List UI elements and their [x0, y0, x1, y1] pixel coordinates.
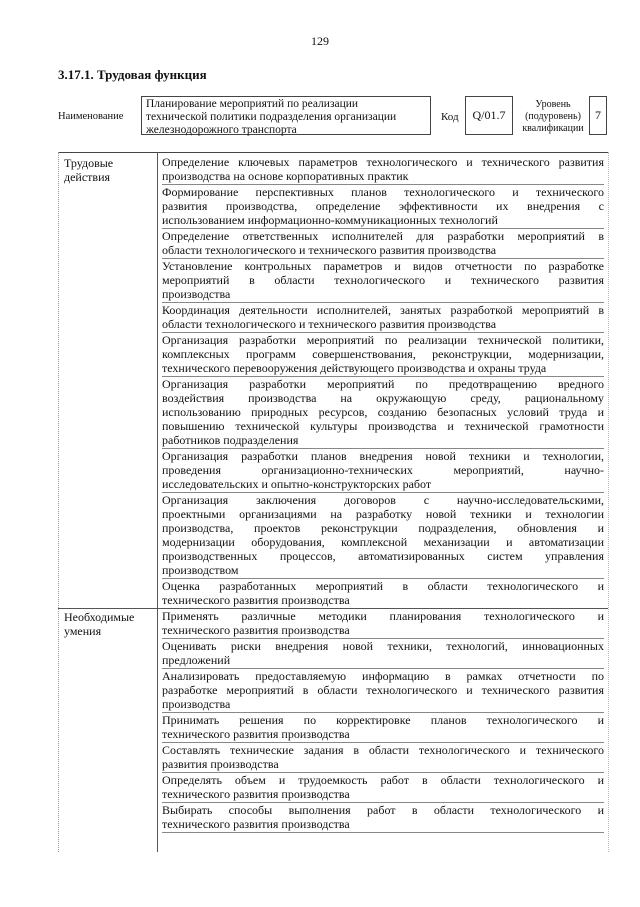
- function-name-line: технической политики подразделения организации: [146, 111, 397, 123]
- function-name-box: [141, 96, 431, 135]
- group-label-line: Необходимые: [64, 610, 135, 624]
- row-text-line: области технологического и технического развития производства: [162, 243, 497, 257]
- row-text-line: воздействия производства на окружающую среду, рациональному: [162, 391, 604, 405]
- row-text-line: развития производства, определение эффективности их внедрения с: [162, 199, 604, 213]
- row-text-line: Организация разработки мероприятий по реализации технической политики,: [162, 333, 604, 347]
- table-row: [162, 333, 604, 377]
- table-row: [162, 579, 604, 609]
- row-text-line: Определение ответственных исполнителей для разработки мероприятий в: [162, 229, 604, 243]
- row-text-line: Определять объем и трудоемкость работ в области технологического и: [162, 773, 604, 787]
- group-label: [64, 156, 154, 184]
- row-text-line: производства на основе корпоративных практик: [162, 169, 409, 183]
- row-text-line: Выбирать способы выполнения работ в области технологического и: [162, 803, 604, 817]
- table-row: [162, 377, 604, 449]
- table-row: [162, 609, 604, 639]
- table-row: [162, 773, 604, 803]
- row-text-line: Определение ключевых параметров технологического и технического развития: [162, 155, 604, 169]
- row-text-line: Анализировать предоставляемую информацию в рамках отчетности по: [162, 669, 604, 683]
- group-label-line: действия: [64, 170, 111, 184]
- row-text-line: модернизации оборудования, комплексной механизации и автоматизации: [162, 535, 604, 549]
- table-left-border: [58, 152, 59, 852]
- level-value: 7: [589, 96, 607, 135]
- row-text-line: Организация разработки мероприятий по предотвращению вредного: [162, 377, 604, 391]
- row-text-line: производством: [162, 563, 239, 577]
- row-text-line: технического развития производства: [162, 727, 350, 741]
- row-text-line: мероприятий в области технологического и технического развития: [162, 273, 604, 287]
- row-text-line: исследовательских и опытно-конструкторских работ: [162, 477, 432, 491]
- row-text-line: Оценка разработанных мероприятий в области технологического и: [162, 579, 604, 593]
- row-text-line: производства: [162, 697, 231, 711]
- row-text-line: использованием информационно-коммуникационных технологий: [162, 213, 498, 227]
- row-text-line: технического развития производства: [162, 623, 350, 637]
- table-column-divider: [157, 152, 158, 852]
- level-label-line: квалификации: [522, 123, 584, 134]
- row-text-line: использованию природных ресурсов, созданию безопасных условий труда и: [162, 405, 604, 419]
- group-label-line: Трудовые: [64, 156, 114, 170]
- table-row: [162, 449, 604, 493]
- table-top-border: [58, 152, 608, 153]
- table-row: [162, 229, 604, 259]
- row-text-line: проектными организациями на разработку новой техники и технологии: [162, 507, 604, 521]
- row-text-line: производства: [162, 287, 231, 301]
- group-label-line: умения: [64, 624, 102, 638]
- row-text-line: производственных процессов, автоматизированных систем управления: [162, 549, 604, 563]
- row-text-line: комплексных программ совершенствования, реконструкции, модернизации,: [162, 347, 604, 361]
- table-row: [162, 669, 604, 713]
- row-text-line: технического развития производства: [162, 593, 350, 607]
- table-row: [162, 713, 604, 743]
- row-text-line: Установление контрольных параметров и видов отчетности по разработке: [162, 259, 604, 273]
- function-name-line: железнодорожного транспорта: [146, 124, 297, 136]
- row-text-line: производства, проектов реконструкции подразделения, обновления и: [162, 521, 604, 535]
- level-label: [520, 99, 586, 135]
- row-text-line: Координация деятельности исполнителей, занятых разработкой мероприятий в: [162, 303, 604, 317]
- row-text-line: Принимать решения по корректировке планов технологического и: [162, 713, 604, 727]
- table-row: [162, 185, 604, 229]
- row-text-line: развития производства: [162, 757, 279, 771]
- row-text-line: работников подразделения: [162, 433, 299, 447]
- level-label-line: (подуровень): [525, 111, 581, 122]
- name-label: Наименование: [58, 111, 124, 122]
- table-row: [162, 303, 604, 333]
- table-row: [162, 803, 604, 833]
- table-row: [162, 743, 604, 773]
- row-text-line: технического перевооружения действующего производства и охраны труда: [162, 361, 547, 375]
- row-text-line: области технологического и технического развития производства: [162, 317, 497, 331]
- code-value: Q/01.7: [465, 96, 513, 135]
- table-row: [162, 155, 604, 185]
- row-text-line: Оценивать риски внедрения новой техники, технологий, инновационных: [162, 639, 604, 653]
- page-number: 129: [311, 34, 329, 48]
- row-text-line: Организация заключения договоров с научно-исследовательскими,: [162, 493, 604, 507]
- section-heading: 3.17.1. Трудовая функция: [58, 67, 207, 82]
- row-text-line: разработке мероприятий в области технологического и технического развития: [162, 683, 604, 697]
- code-label: Код: [441, 111, 459, 123]
- table-right-border: [608, 152, 609, 852]
- row-text-line: повышению технической культуры производства и технической грамотности: [162, 419, 604, 433]
- row-text-line: проведения организационно-технических мероприятий, научно-: [162, 463, 604, 477]
- row-text-line: предложений: [162, 653, 231, 667]
- row-text-line: Организация разработки планов внедрения новой техники и технологии,: [162, 449, 604, 463]
- table-row: [162, 493, 604, 579]
- row-text-line: технического развития производства: [162, 817, 350, 831]
- row-text-line: Составлять технические задания в области технологического и технического: [162, 743, 604, 757]
- group-label: [64, 610, 154, 638]
- table-row: [162, 259, 604, 303]
- level-label-line: Уровень: [535, 99, 571, 110]
- row-text-line: Формирование перспективных планов технологического и технического: [162, 185, 604, 199]
- row-text-line: Применять различные методики планирования технологического и: [162, 609, 604, 623]
- row-text-line: технического развития производства: [162, 787, 350, 801]
- table-row: [162, 639, 604, 669]
- function-name-line: Планирование мероприятий по реализации: [146, 98, 359, 110]
